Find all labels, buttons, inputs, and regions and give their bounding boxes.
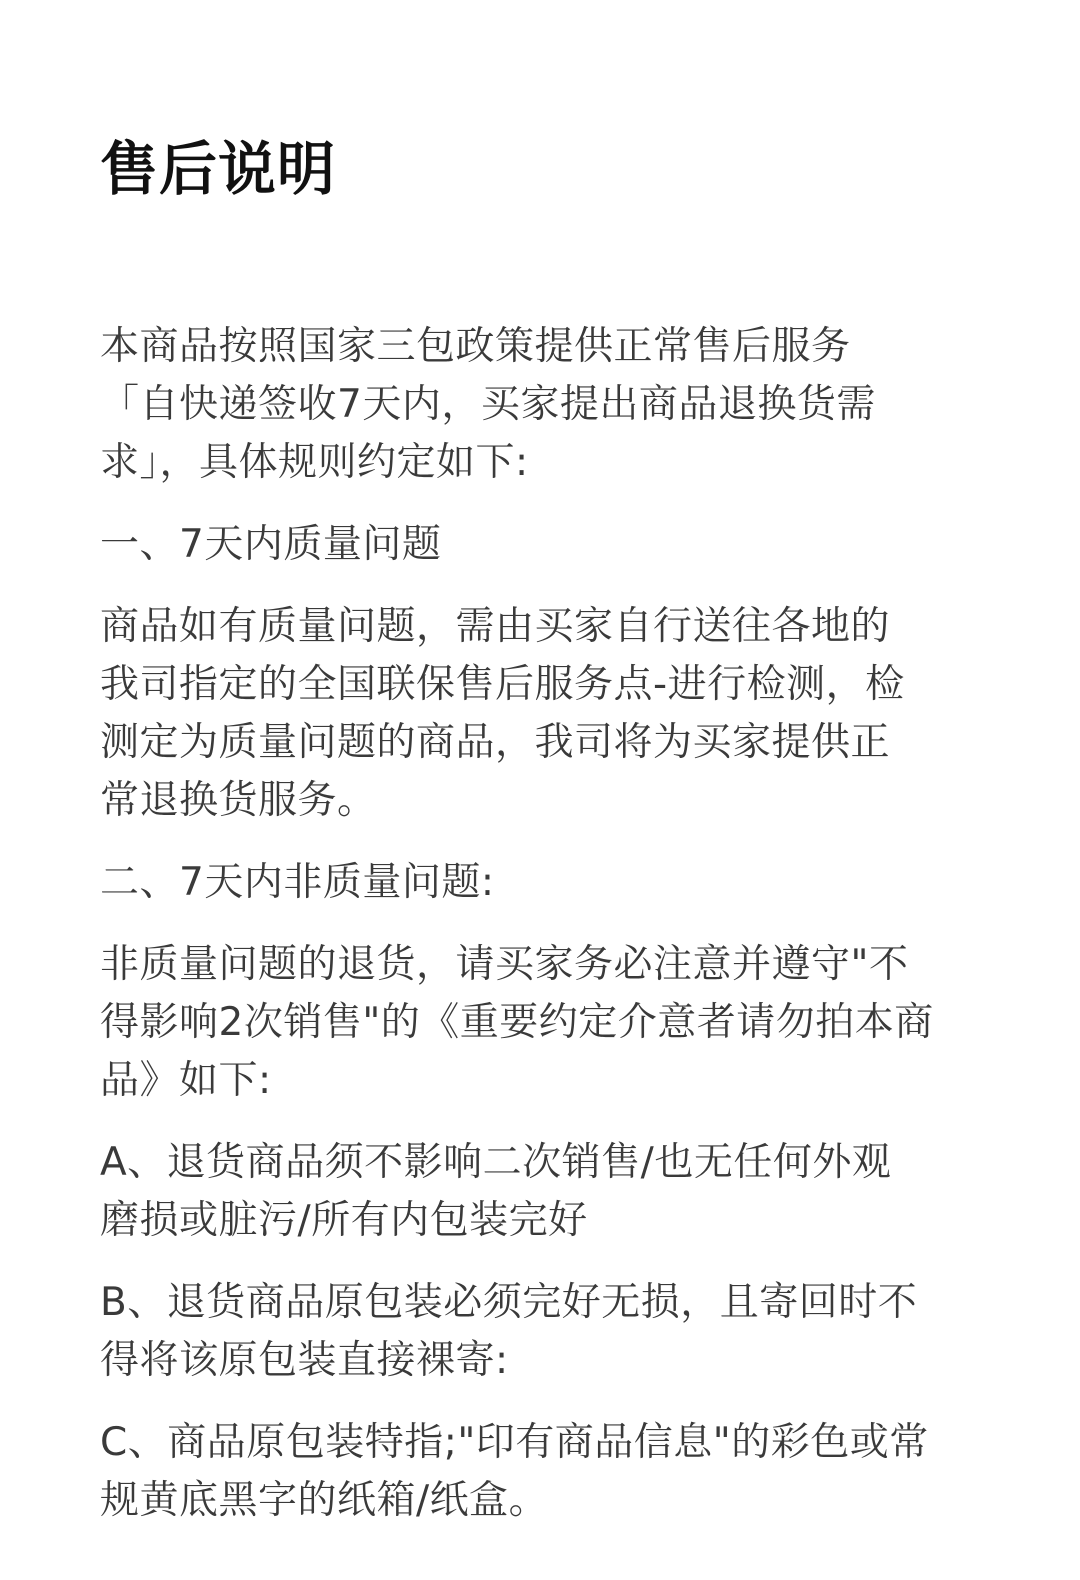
text-line: 「自快递签收7天内，买家提出商品退换货需 (100, 382, 876, 427)
text-line: 得影响2次销售"的《重要约定介意者请勿拍本商 (100, 1000, 934, 1045)
rule-b-paragraph (100, 1274, 980, 1390)
text-line: 磨损或脏污/所有内包装完好 (100, 1198, 588, 1243)
text-line: 一、7天内质量问题 (100, 522, 442, 567)
quality-issue-paragraph (100, 598, 980, 830)
after-sales-content (100, 318, 980, 1554)
text-line: B、退货商品原包装必须完好无损，且寄回时不 (100, 1280, 918, 1325)
text-line: 得将该原包装直接裸寄: (100, 1338, 509, 1383)
text-line: 非质量问题的退货，请买家务必注意并遵守"不 (100, 942, 909, 987)
text-line: 规黄底黑字的纸箱/纸盒。 (100, 1478, 549, 1523)
intro-paragraph (100, 318, 980, 492)
text-line: C、商品原包装特指;"印有商品信息"的彩色或常 (100, 1420, 929, 1465)
text-line: 求」，具体规则约定如下: (100, 440, 529, 485)
section-heading-non-quality (100, 854, 980, 912)
text-line: 测定为质量问题的商品，我司将为买家提供正 (100, 720, 891, 765)
rule-a-paragraph (100, 1134, 980, 1250)
text-line: 我司指定的全国联保售后服务点-进行检测，检 (100, 662, 905, 707)
page-title: 售后说明 (100, 135, 337, 203)
section-heading-quality (100, 516, 980, 574)
non-quality-paragraph (100, 936, 980, 1110)
text-line: A、退货商品须不影响二次销售/也无任何外观 (100, 1140, 892, 1185)
rule-c-paragraph (100, 1414, 980, 1530)
text-line: 商品如有质量问题，需由买家自行送往各地的 (100, 604, 891, 649)
text-line: 常退换货服务。 (100, 778, 377, 823)
text-line: 品》如下: (100, 1058, 272, 1103)
text-line: 本商品按照国家三包政策提供正常售后服务 (100, 324, 851, 369)
text-line: 二、7天内非质量问题: (100, 860, 495, 905)
